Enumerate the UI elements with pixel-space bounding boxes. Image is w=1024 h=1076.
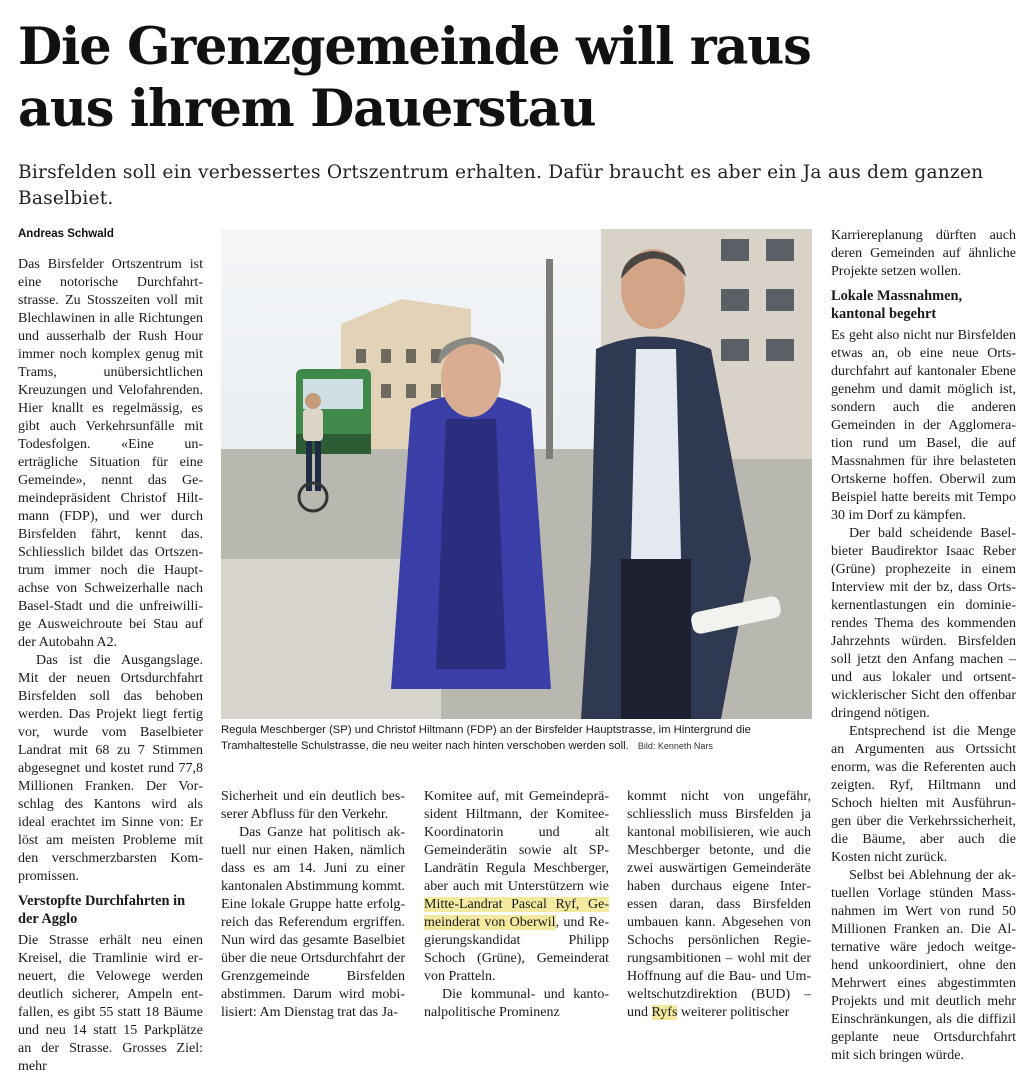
article-photo xyxy=(221,229,812,719)
col4-paragraph-1 xyxy=(627,788,811,1022)
col2-paragraph-2: Das Ganze hat politisch aktuell nur einen Haken, nämlich dass es am 14. Juni zu einer kantonalen Abstimmung kommt. Eine lokale Gruppe hatte erfolgreich das Referendum ergriffen. Nun wird das gesamte Baselbiet über die neue Ortsdurchfahrt der Grenzgemeinde Birsfelden abstimmen. Darum wird mobilisiert: Am Dienstag trat das Ja- xyxy=(221,825,405,1020)
col5-paragraph-2: Es geht also nicht nur Birsfelden etwas an, ob eine neue Ortsdurchfahrt auf kantonaler Ebene genehm und damit möglich ist, sondern auch die anderen Gemeinden in der Agglomeration rund um Basel, die auf Massnahmen für ihre belasteten Ortskerne hoffen. Oberwil zum Beispiel hatte bereits mit Tempo 30 im Dorf zu kämpfen. xyxy=(831,328,1016,523)
photo-caption xyxy=(221,722,816,754)
photo-credit: Bild: Kenneth Nars xyxy=(637,741,713,751)
headline xyxy=(18,16,1008,140)
column-2 xyxy=(221,788,405,1020)
col5-paragraph-3: Der bald scheidende Baselbieter Baudirektor Isaac Reber (Grüne) prophezeite in einem Interview mit der bz, dass Ortskernentlastungen ein dominierendes Thema des kommenden Jahrzehnts würden. Birsfelden soll jetzt den Anfang machen – und aus lokaler und ortsentwicklerischer Sicht den offenbar dringend nötigen. xyxy=(831,526,1016,721)
headline-line-1: Die Grenzgemeinde will raus xyxy=(18,17,811,77)
column-1 xyxy=(18,256,203,1074)
column-3 xyxy=(424,788,609,1020)
headline-line-2: aus ihrem Dauerstau xyxy=(18,79,596,139)
col3-text-a: Komitee auf, mit Gemeindepräsident Hiltmann, der Komitee-Koordinatorin und alt Gemeinderätin sowie alt SP-Landrätin Regula Meschberger, aber auch mit Unterstützern wie xyxy=(424,789,609,894)
subheadline: Birsfelden soll ein verbessertes Ortszentrum erhalten. Dafür braucht es aber ein Ja aus dem ganzen Baselbiet. xyxy=(18,162,984,209)
col3-text-b: , und Regierungskandidat Philipp Schoch (Grüne), Gemeinderat von Pratteln. xyxy=(424,915,609,984)
column-4 xyxy=(627,788,811,1020)
col5-paragraph-5: Selbst bei Ablehnung der aktuellen Vorlage stünden Massnahmen im Wert von rund 50 Millionen Franken an. Die Alternative wäre jedoch weitgehend unkoordiniert, ohne den Mehrwert eines abgestimmten Projekts und mit deutlich mehr Einschränkungen, als die diffizil geplante neue Ortsdurchfahrt mit sich bringen würde. xyxy=(831,868,1016,1063)
col1-paragraph-2: Das ist die Ausgangslage. Mit der neuen Ortsdurchfahrt Birsfelden soll das behoben werden. Das Projekt liegt fertig vor, wurde vom Baselbieter Landrat mit 68 zu 7 Stimmen abgesegnet und kostet rund 77,8 Millionen Franken. Der Vorschlag des Kantons wird als ideal erachtet im Sinne von: Er löst am meisten Probleme mit den verschmerzbarsten Kompromissen. xyxy=(18,653,203,884)
highlighted-text: Ryfs xyxy=(651,1005,678,1020)
col5-paragraph-1: Karriereplanung dürften auch deren Gemeinden auf ähnliche Projekte setzen wollen. xyxy=(831,228,1016,279)
author-byline: Andreas Schwald xyxy=(18,228,114,240)
col1-paragraph-3: Die Strasse erhält neu einen Kreisel, die Tramlinie wird erneuert, die Velowege werden deutlich sicherer, Ampeln entfallen, es gibt 55 statt 18 Bäume und neu 14 statt 15 Parkplätze an der Strasse. Grosses Ziel: mehr xyxy=(18,933,203,1074)
col5-subheading: Lokale Massnahmen, kantonal begehrt xyxy=(831,288,963,322)
col1-paragraph-1: Das Birsfelder Ortszentrum ist eine notorische Durchfahrtstrasse. Zu Stosszeiten voll mit Blechlawinen in alle Richtungen und ausserhalb der Rush Hour immer noch komplex genug mit Trams, unübersichtlichen Kreuzungen und Velofahrenden. Hier knallt es regelmässig, es gibt auch Verkehrsunfälle mit Todesfolgen. «Eine unerträgliche Situation für eine Gemeinde», nennt das Gemeindepräsident Christof Hiltmann (FDP), und wer durch Birsfelden fährt, kennt das. Schliesslich bildet das Ortszentrum immer noch die Hauptachse von Schweizerhalle nach Basel-Stadt und die unfreiwillige Ausweichroute bei Stau auf der Autobahn A2. xyxy=(18,257,203,650)
highlighted-text: Mitte-Landrat Pascal Ryf, Gemeinderat von Oberwil xyxy=(424,897,609,930)
caption-text: Regula Meschberger (SP) und Christof Hiltmann (FDP) an der Birsfelder Hauptstrasse, im Hintergrund die Tramhaltestelle Schulstrasse, die neu weiter nach hinten verschoben werden soll. xyxy=(221,724,751,752)
col1-subheading: Verstopfte Durchfahrten in der Agglo xyxy=(18,893,186,927)
col3-paragraph-1 xyxy=(424,788,609,986)
col2-paragraph-1: Sicherheit und ein deutlich besserer Abfluss für den Verkehr. xyxy=(221,789,405,822)
col4-text-b: weiterer politischer xyxy=(677,1005,790,1020)
column-5 xyxy=(831,227,1016,1063)
col3-paragraph-2: Die kommunal- und kantonalpolitische Prominenz xyxy=(424,987,609,1020)
col4-text-a: kommt nicht von ungefähr, schliesslich muss Birsfelden ja kantonal mobilisieren, wie auch Meschberger betonte, und die zwei auswärtigen Gemeinderäte haben durchaus eigene Interessen daran, dass Birsfelden umbauen kann. Abgesehen von Schochs persönlichen Regierungsambitionen – wohl mit der Hoffnung auf die Bau- und Umweltschutzdirektion (BUD) – und xyxy=(627,789,811,1020)
photo-illustration xyxy=(221,229,812,719)
street-pole xyxy=(546,259,553,459)
col5-paragraph-4: Entsprechend ist die Menge an Argumenten aus Ortssicht enorm, was die Referenten auch zeigten. Ryf, Hiltmann und Schoch hielten mit Ausführungen über die Verkehrssicherheit, die Bäume, aber auch die Kosten nicht zurück. xyxy=(831,724,1016,865)
